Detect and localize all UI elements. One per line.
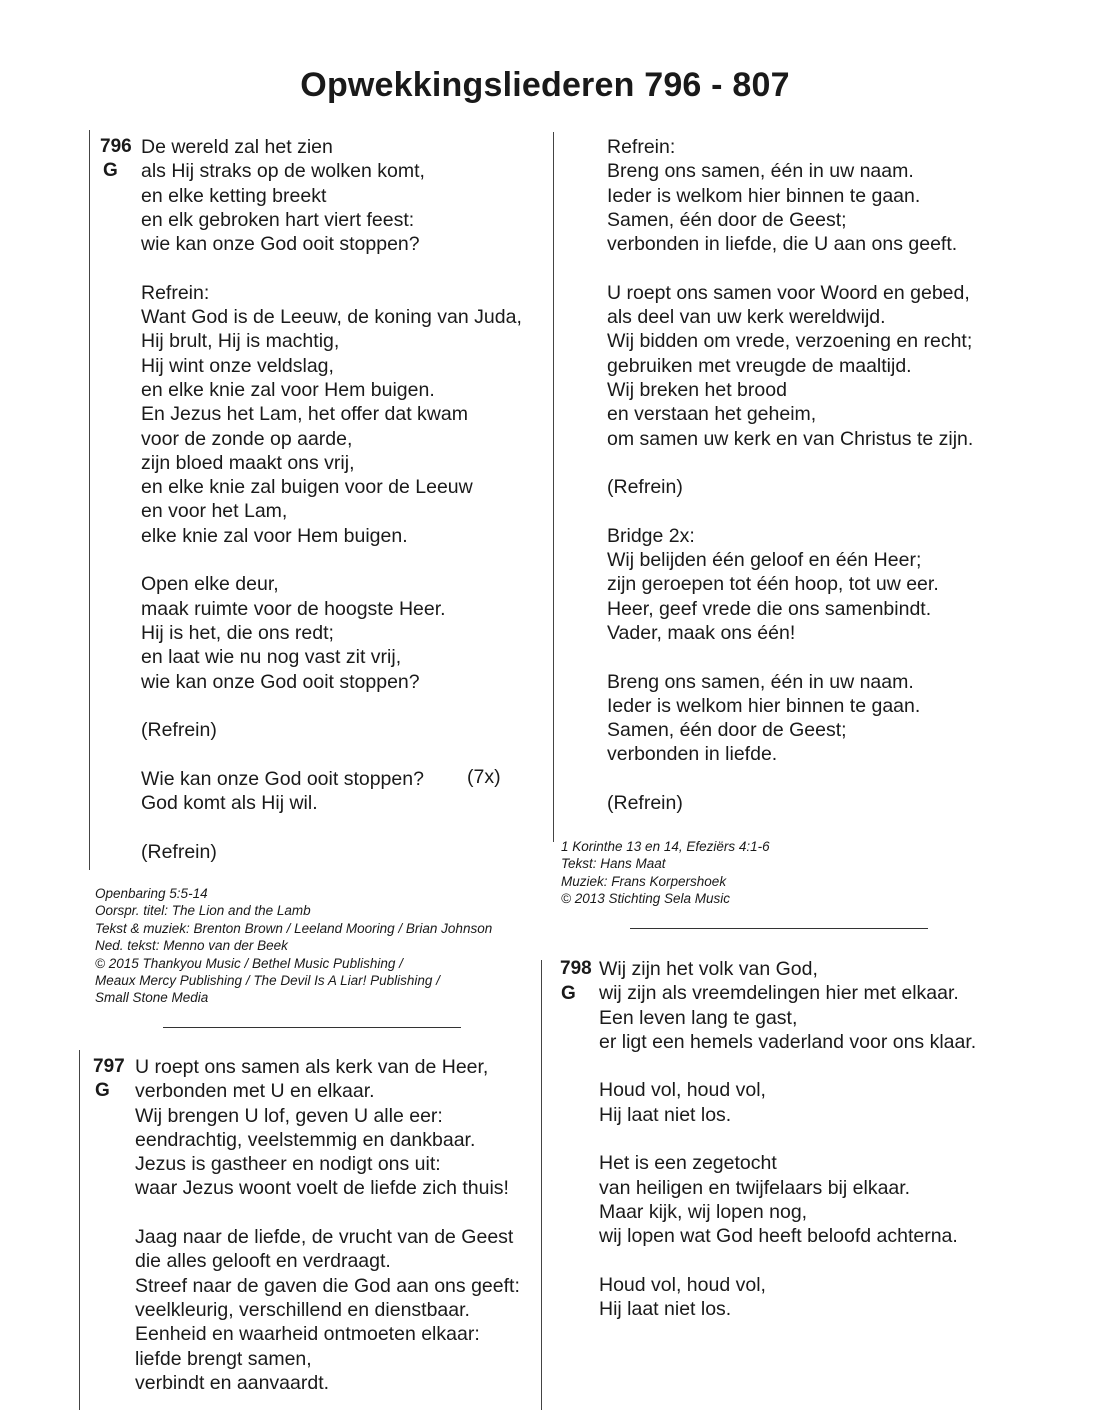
lyric-line: Houd vol, houd vol,	[599, 1273, 766, 1296]
lyric-line: verbonden met U en elkaar.	[135, 1080, 375, 1103]
credit-line: Meaux Mercy Publishing / The Devil Is A Liar! Publishing /	[95, 973, 440, 989]
credit-line: Muziek: Frans Korpershoek	[561, 873, 727, 889]
lyric-line: Refrein:	[141, 281, 210, 304]
stanza-gap	[141, 548, 522, 572]
lyric-line: Wij bidden om vrede, verzoening en recht;	[607, 330, 973, 353]
page-title: Opwekkingsliederen 796 - 807	[300, 66, 790, 104]
song-797-credits	[561, 838, 770, 908]
lyric-line: En Jezus het Lam, het offer dat kwam	[141, 403, 468, 426]
lyric-line: Breng ons samen, één in uw naam.	[607, 670, 914, 693]
credit-line: Tekst: Hans Maat	[561, 856, 666, 872]
song-798-lyrics	[599, 957, 976, 1321]
lyric-line: en elke knie zal voor Hem buigen.	[141, 378, 435, 401]
lyric-line: Houd vol, houd vol,	[599, 1079, 766, 1102]
lyric-line: wie kan onze God ooit stoppen?	[141, 233, 420, 256]
lyric-line: God komt als Hij wil.	[141, 792, 318, 815]
stanza-gap	[141, 815, 522, 839]
lyric-line: veelkleurig, verschillend en dienstbaar.	[135, 1298, 470, 1321]
lyric-line: verbonden in liefde, die U aan ons geeft.	[607, 233, 958, 256]
lyric-line: wij zijn als vreemdelingen hier met elkaar.	[599, 982, 959, 1005]
lyric-line: (Refrein)	[141, 840, 217, 863]
lyric-line: Bridge 2x:	[607, 524, 695, 547]
lyric-line: Refrein:	[607, 136, 676, 158]
song-797-lyrics-continued	[607, 135, 973, 815]
lyric-line: (Refrein)	[607, 476, 683, 499]
repeat-note: (7x)	[467, 766, 501, 788]
song-key: G	[561, 983, 576, 1004]
lyric-line: eendrachtig, veelstemmig en dankbaar.	[135, 1128, 476, 1151]
song-number: 797	[93, 1056, 125, 1077]
stanza-gap	[599, 1127, 976, 1151]
lyric-line: Hij wint onze veldslag,	[141, 354, 334, 377]
lyric-line: Hij laat niet los.	[599, 1103, 732, 1126]
lyric-line: wie kan onze God ooit stoppen?	[141, 670, 420, 693]
lyric-line: (Refrein)	[141, 719, 217, 742]
lyric-line: Jezus is gastheer en nodigt ons uit:	[135, 1153, 441, 1176]
lyric-line: Een leven lang te gast,	[599, 1006, 798, 1029]
lyric-line: wij lopen wat God heeft beloofd achterna.	[599, 1225, 958, 1248]
stanza-gap	[599, 1249, 976, 1273]
lyric-line: Breng ons samen, één in uw naam.	[607, 160, 914, 183]
lyric-line: en voor het Lam,	[141, 500, 288, 523]
lyric-line: en elke ketting breekt	[141, 184, 327, 207]
left-margin-line-lower	[79, 1050, 80, 1410]
credit-line: Oorspr. titel: The Lion and the Lamb	[95, 903, 311, 919]
credit-line: Ned. tekst: Menno van der Beek	[95, 938, 288, 954]
lyric-line: maak ruimte voor de hoogste Heer.	[141, 597, 446, 620]
lyric-line: Wij brengen U lof, geven U alle eer:	[135, 1104, 443, 1127]
lyric-line: Wij breken het brood	[607, 378, 787, 401]
lyric-line: (Refrein)	[607, 792, 683, 815]
lyric-line: en laat wie nu nog vast zit vrij,	[141, 646, 402, 669]
lyric-line: verbindt en aanvaardt.	[135, 1371, 330, 1394]
lyric-line: gebruiken met vreugde de maaltijd.	[607, 354, 912, 377]
credit-line: Openbaring 5:5-14	[95, 886, 208, 901]
song-separator	[630, 928, 928, 929]
column-divider	[553, 132, 554, 842]
lyric-line: en elke knie zal buigen voor de Leeuw	[141, 476, 473, 499]
credit-line: Tekst & muziek: Brenton Brown / Leeland Mooring / Brian Johnson	[95, 920, 493, 936]
song-796-credits	[95, 885, 492, 1007]
stanza-gap	[607, 256, 973, 280]
stanza-gap	[599, 1054, 976, 1078]
lyric-line: Samen, één door de Geest;	[607, 208, 847, 231]
lyric-line: Jaag naar de liefde, de vrucht van de Geest	[135, 1226, 514, 1249]
credit-line: © 2015 Thankyou Music / Bethel Music Publishing /	[95, 955, 403, 971]
lyric-line: die alles gelooft en verdraagt.	[135, 1250, 391, 1273]
lyric-line: van heiligen en twijfelaars bij elkaar.	[599, 1176, 911, 1199]
stanza-gap	[141, 742, 522, 766]
lyric-line: De wereld zal het zien	[141, 136, 333, 158]
lyric-line: Wij belijden één geloof en één Heer;	[607, 549, 922, 572]
song-796-lyrics	[141, 135, 522, 864]
lyric-line: Hij laat niet los.	[599, 1298, 732, 1321]
stanza-gap	[607, 499, 973, 523]
stanza-gap	[607, 645, 973, 669]
lyric-line: er ligt een hemels vaderland voor ons klaar.	[599, 1030, 977, 1053]
credit-line: 1 Korinthe 13 en 14, Efeziërs 4:1-6	[561, 839, 770, 854]
song-key: G	[103, 160, 118, 181]
stanza-gap	[141, 256, 522, 280]
left-margin-line	[89, 130, 90, 870]
lyric-line: Maar kijk, wij lopen nog,	[599, 1200, 808, 1223]
lyric-line: als Hij straks op de wolken komt,	[141, 160, 425, 183]
lyric-line: elke knie zal voor Hem buigen.	[141, 524, 408, 547]
lyric-line: Vader, maak ons één!	[607, 621, 796, 644]
stanza-gap	[141, 694, 522, 718]
lyric-line: verbonden in liefde.	[607, 743, 778, 766]
song-number: 796	[100, 136, 132, 157]
lyric-line: Ieder is welkom hier binnen te gaan.	[607, 694, 921, 717]
stanza-gap	[607, 767, 973, 791]
credit-line: © 2013 Stichting Sela Music	[561, 891, 731, 907]
lyric-line: en verstaan het geheim,	[607, 403, 817, 426]
lyric-line: Samen, één door de Geest;	[607, 719, 847, 742]
column-divider-lower	[541, 960, 542, 1410]
lyric-line: om samen uw kerk en van Christus te zijn.	[607, 427, 974, 450]
song-797-lyrics	[135, 1055, 520, 1395]
credit-line: Small Stone Media	[95, 990, 209, 1006]
lyric-line: Wij zijn het volk van God,	[599, 958, 818, 980]
song-separator	[163, 1027, 461, 1028]
lyric-line: Hij brult, Hij is machtig,	[141, 330, 340, 353]
lyric-line: Want God is de Leeuw, de koning van Juda,	[141, 306, 522, 329]
lyric-line: zijn geroepen tot één hoop, tot uw eer.	[607, 573, 939, 596]
lyric-line: Eenheid en waarheid ontmoeten elkaar:	[135, 1323, 480, 1346]
lyric-line: U roept ons samen als kerk van de Heer,	[135, 1056, 489, 1078]
lyric-line: als deel van uw kerk wereldwijd.	[607, 306, 886, 329]
stanza-gap	[607, 451, 973, 475]
lyric-line: Heer, geef vrede die ons samenbindt.	[607, 597, 932, 620]
lyric-line: waar Jezus woont voelt de liefde zich thuis!	[135, 1177, 509, 1200]
lyric-line: Hij is het, die ons redt;	[141, 621, 334, 644]
song-number: 798	[560, 958, 592, 979]
lyric-line: Wie kan onze God ooit stoppen?	[141, 767, 424, 790]
lyric-line: zijn bloed maakt ons vrij,	[141, 451, 355, 474]
stanza-gap	[135, 1201, 520, 1225]
lyric-line: U roept ons samen voor Woord en gebed,	[607, 281, 970, 304]
lyric-line: Ieder is welkom hier binnen te gaan.	[607, 184, 921, 207]
lyric-line: voor de zonde op aarde,	[141, 427, 353, 450]
lyric-line: Open elke deur,	[141, 573, 279, 596]
lyric-line: liefde brengt samen,	[135, 1347, 312, 1370]
song-key: G	[95, 1080, 110, 1101]
lyric-line: Streef naar de gaven die God aan ons geeft:	[135, 1274, 520, 1297]
lyric-line: en elk gebroken hart viert feest:	[141, 208, 415, 231]
lyric-line: Het is een zegetocht	[599, 1152, 777, 1175]
